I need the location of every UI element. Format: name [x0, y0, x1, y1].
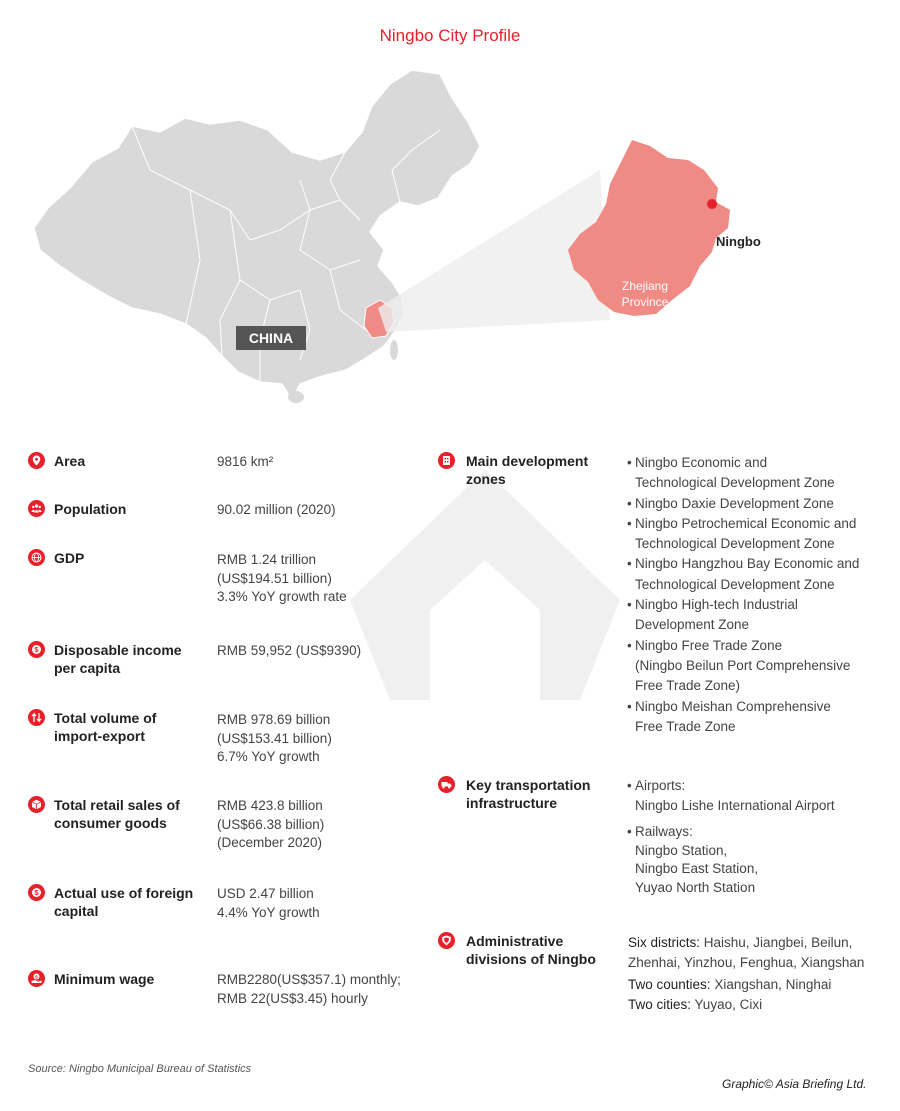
dev-zone-item: • Ningbo Meishan Comprehensive [627, 698, 831, 714]
svg-text:$: $ [35, 975, 38, 981]
dev-zone-item-continued: Free Trade Zone [635, 718, 736, 734]
dev-zone-item-continued: Free Trade Zone) [635, 678, 741, 694]
zhejiang-label-line1: Zhejiang [621, 279, 669, 293]
zhejiang-province-label [610, 278, 680, 310]
profile-value-line: (US$153.41 billion) [217, 730, 332, 746]
profile-label [54, 452, 85, 470]
transport-label [466, 776, 590, 812]
dev-zone-item-continued: (Ningbo Beilun Port Comprehensive [635, 657, 851, 673]
railway-item: Yuyao North Station [635, 879, 756, 895]
zhejiang-label-line2: Province [621, 295, 669, 309]
profile-value [217, 551, 347, 607]
ningbo-label: Ningbo [716, 234, 761, 249]
map-illustration [0, 60, 900, 420]
profile-value-line: RMB 1.24 trillion [217, 552, 317, 567]
profile-label [54, 500, 126, 518]
transport-label-line1: Key transportation [466, 777, 591, 793]
profile-label [54, 796, 180, 832]
profile-value [217, 501, 336, 520]
building-icon [438, 452, 455, 469]
dev-zone-item-continued: Technological Development Zone [635, 576, 835, 592]
dev-zone-item-continued: Development Zone [635, 617, 750, 633]
svg-text:$: $ [34, 888, 39, 898]
profile-label-line: capital [54, 903, 99, 919]
profile-label-line: import-export [54, 728, 145, 744]
profile-value-line: 4.4% YoY growth [217, 904, 320, 920]
china-shape [34, 70, 480, 400]
dev-zones-list [627, 453, 859, 737]
profile-value-line: RMB2280(US$357.1) monthly; [217, 972, 401, 987]
admin-label-line1: Administrative [466, 933, 564, 949]
railway-item: Ningbo Station, [635, 842, 728, 858]
profile-label [54, 641, 182, 677]
profile-value-line: 90.02 million (2020) [217, 502, 336, 517]
profile-label-line: per capita [54, 660, 121, 676]
page-title: Ningbo City Profile [379, 26, 521, 45]
airport-item: Ningbo Lishe International Airport [635, 798, 835, 814]
dev-zone-item: • Ningbo Hangzhou Bay Economic and [627, 556, 860, 572]
transport-list [627, 776, 835, 897]
dev-zone-item-continued: Technological Development Zone [635, 536, 835, 552]
profile-label-line: Population [54, 501, 127, 517]
airports-heading: • Airports: [627, 778, 686, 793]
railway-item: Ningbo East Station, [635, 861, 759, 877]
profile-label [54, 709, 156, 745]
profile-value [217, 642, 361, 661]
profile-label-line: Actual use of foreign [54, 885, 194, 901]
districts-line2: Zhenhai, Yinzhou, Fenghua, Xiangshan [628, 955, 865, 970]
profile-label [54, 884, 193, 920]
china-map-svg [0, 60, 900, 420]
profile-value-line: RMB 423.8 billion [217, 798, 323, 813]
profile-label [54, 970, 154, 988]
profile-label-line: consumer goods [54, 815, 167, 831]
cities-line: Two cities: Yuyao, Cixi [628, 997, 763, 1012]
profile-value-line: USD 2.47 billion [217, 886, 314, 901]
profile-value [217, 885, 320, 922]
profile-label [54, 549, 84, 567]
coin-icon [28, 884, 45, 901]
profile-value-line: (US$66.38 billion) [217, 816, 325, 832]
profile-label-line: Total volume of [54, 710, 157, 726]
profile-value [217, 971, 401, 1008]
profile-value-line: (December 2020) [217, 835, 323, 850]
dev-zones-label-line1: Main development [466, 453, 589, 469]
counties-line: Two counties: Xiangshan, Ninghai [628, 977, 832, 992]
profile-value [217, 453, 273, 472]
profile-value-line: RMB 22(US$3.45) hourly [217, 990, 368, 1006]
admin-label [466, 932, 596, 968]
dev-zone-item-continued: Technological Development Zone [635, 475, 835, 491]
watermark-logo [350, 470, 620, 700]
dev-zone-item: • Ningbo Daxie Development Zone [627, 495, 834, 511]
truck-icon [438, 776, 455, 793]
dev-zone-item: • Ningbo Economic and [627, 455, 768, 470]
svg-text:$: $ [34, 645, 39, 655]
dev-zones-label [466, 452, 588, 488]
globe-icon [28, 549, 45, 566]
transport-label-line2: infrastructure [466, 795, 558, 811]
dev-zone-item: • Ningbo High-tech Industrial [627, 597, 798, 613]
districts-line1: Six districts: Haishu, Jiangbei, Beilun, [628, 935, 853, 950]
profile-value-line: 6.7% YoY growth [217, 749, 320, 764]
dev-zone-item: • Ningbo Petrochemical Economic and [627, 515, 857, 531]
taiwan-shape [390, 340, 398, 360]
admin-label-line2: divisions of Ningbo [466, 951, 596, 967]
people-icon [28, 500, 45, 517]
china-label: CHINA [236, 326, 306, 350]
ningbo-marker [707, 199, 717, 209]
coin-icon [28, 641, 45, 658]
source-note: Source: Ningbo Municipal Bureau of Statistics [28, 1063, 252, 1075]
profile-value-line: RMB 978.69 billion [217, 712, 331, 727]
wage-icon [28, 970, 45, 987]
profile-value-line: RMB 59,952 (US$9390) [217, 643, 362, 658]
profile-value [217, 711, 332, 767]
hainan-shape [288, 391, 304, 403]
profile-label-line: GDP [54, 550, 85, 566]
profile-value-line: 3.3% YoY growth rate [217, 589, 347, 604]
dev-zones-label-line2: zones [466, 471, 506, 487]
profile-label-line: Minimum wage [54, 971, 155, 987]
dev-zone-item: • Ningbo Free Trade Zone [627, 637, 783, 653]
profile-value [217, 797, 324, 853]
profile-label-line: Area [54, 453, 86, 469]
location-pin-icon [28, 452, 45, 469]
exchange-arrows-icon [28, 709, 45, 726]
box-icon [28, 796, 45, 813]
profile-label-line: Disposable income [54, 642, 182, 658]
profile-value-line: (US$194.51 billion) [217, 570, 332, 586]
profile-label-line: Total retail sales of [54, 797, 180, 813]
profile-value-line: 9816 km² [217, 454, 274, 469]
shield-icon [438, 932, 455, 949]
graphic-credit: Graphic© Asia Briefing Ltd. [722, 1077, 867, 1091]
admin-list [628, 933, 864, 1015]
railways-heading: • Railways: [627, 823, 693, 839]
